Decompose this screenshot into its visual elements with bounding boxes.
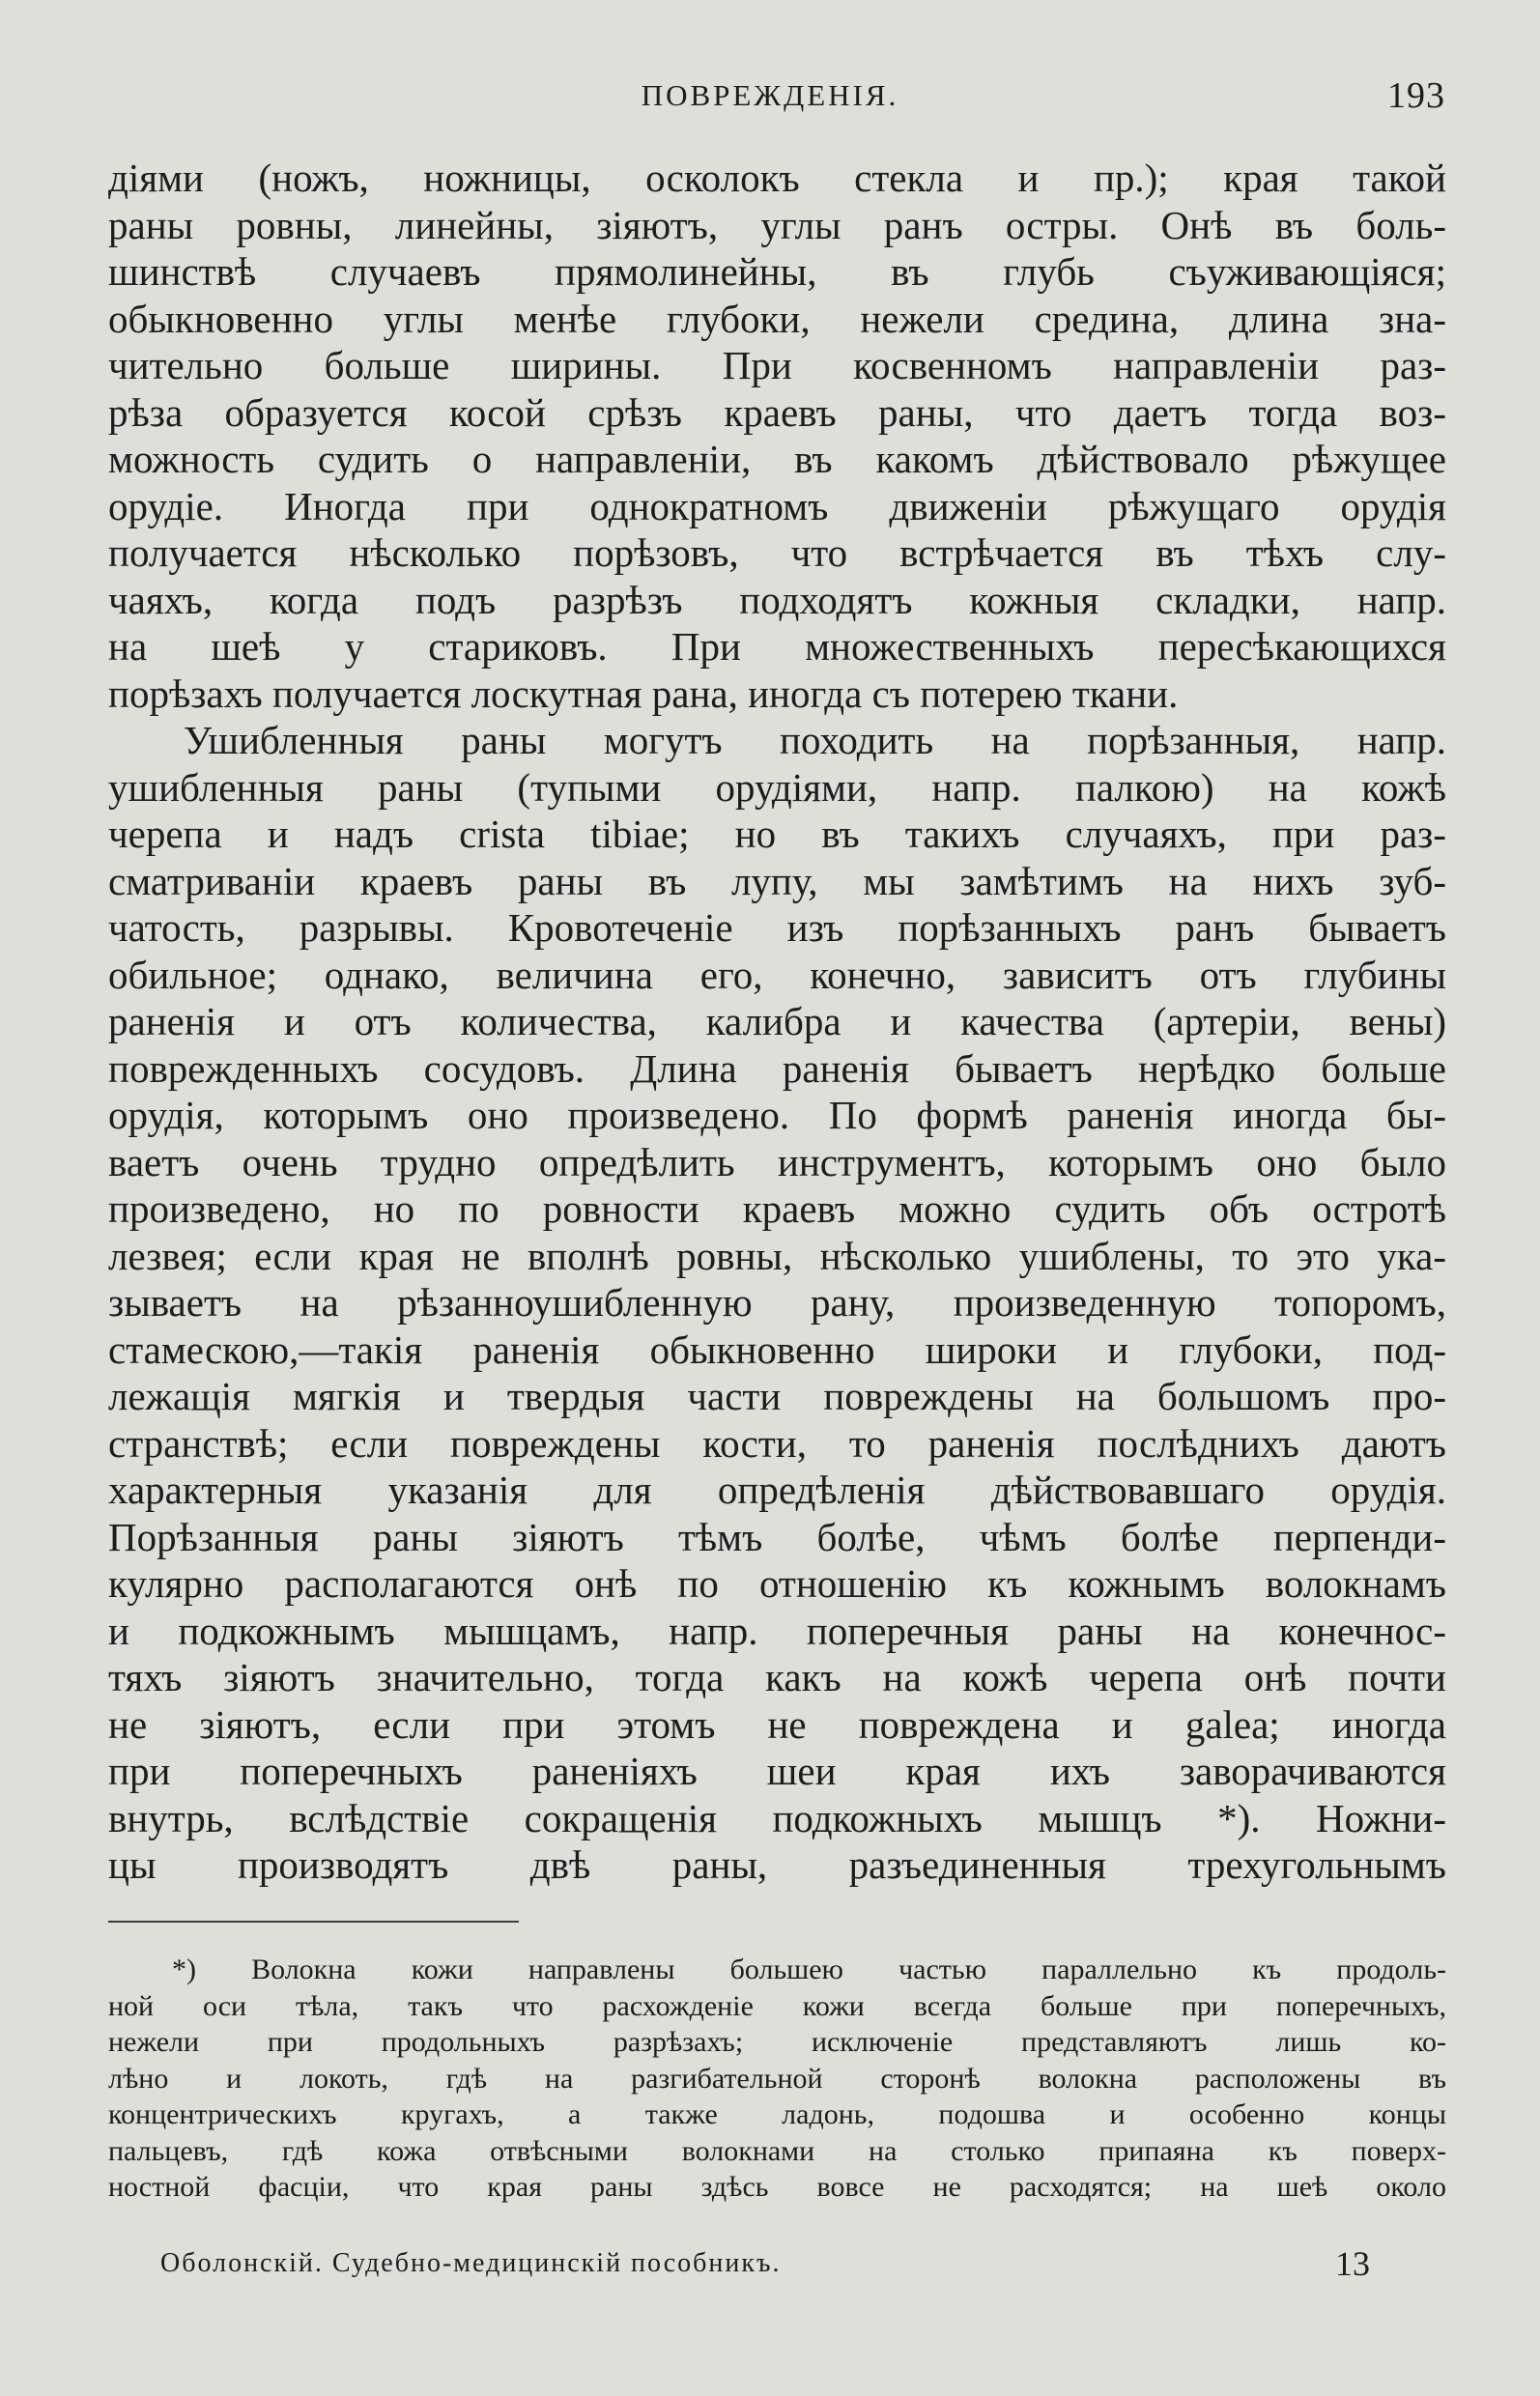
page-number: 193	[1387, 75, 1445, 116]
text-line: стамескою,—такія раненія обыкновенно широки и глубоки, под-	[108, 1326, 1446, 1372]
signature-number: 13	[1335, 2244, 1370, 2283]
signature-text: Оболонскій. Судебно-медицинскій пособникъ.	[160, 2248, 782, 2278]
text-line: характерныя указанія для опредѣленія дѣйствовавшаго орудія.	[108, 1468, 1446, 1512]
text-line: цы производятъ двѣ раны, разъединенныя трехугольнымъ	[108, 1842, 1446, 1887]
text-line: порѣзахъ получается лоскутная рана, иногда съ потерею ткани.	[108, 670, 1179, 716]
footnote-line: концентрическихъ кругахъ, а также ладонь, подошва и особенно концы	[108, 2098, 1446, 2130]
text-line: на шеѣ у стариковъ. При множественныхъ пересѣкающихся	[108, 624, 1446, 669]
text-line: обыкновенно углы менѣе глубоки, нежели средина, длина зна-	[108, 296, 1446, 341]
text-line: шинствѣ случаевъ прямолинейны, въ глубь съуживающіяся;	[108, 249, 1446, 294]
text-line: обильное; однако, величина его, конечно, зависитъ отъ глубины	[108, 952, 1446, 997]
text-line: орудіе. Иногда при однократномъ движеніи рѣжущаго орудія	[108, 483, 1446, 528]
signature-line	[0, 2239, 1540, 2288]
text-line: при поперечныхъ раненіяхъ шеи края ихъ заворачиваются	[108, 1749, 1446, 1793]
footnote-line: пальцевъ, гдѣ кожа отвѣсными волокнами на столько припаяна къ поверх-	[108, 2134, 1446, 2167]
text-line: можность судить о направленіи, въ какомъ дѣйствовало рѣжущее	[108, 437, 1446, 481]
text-line: чительно больше ширины. При косвенномъ направленіи раз-	[108, 343, 1446, 387]
text-line: черепа и надъ crista tibiae; но въ такихъ случаяхъ, при раз-	[108, 812, 1446, 856]
running-head	[0, 71, 1540, 120]
footnote-line: ной оси тѣла, такъ что расхожденіе кожи всегда больше при поперечныхъ,	[108, 1989, 1446, 2022]
text-line: странствѣ; если повреждены кости, то раненія послѣднихъ даютъ	[108, 1420, 1446, 1466]
footnote-line: нежели при продольныхъ разрѣзахъ; исключеніе представляютъ лишь ко-	[108, 2026, 1446, 2058]
text-line: сматриваніи краевъ раны въ лупу, мы замѣтимъ на нихъ зуб-	[108, 858, 1446, 903]
text-line: чатость, разрывы. Кровотеченіе изъ порѣзанныхъ ранъ бываетъ	[108, 905, 1446, 950]
text-line: чаяхъ, когда подъ разрѣзъ подходятъ кожныя складки, напр.	[108, 577, 1446, 622]
footnote-line: лѣно и локоть, гдѣ на разгибательной сторонѣ волокна расположены въ	[108, 2062, 1446, 2095]
footnote-line: *) Волокна кожи направлены большею частью параллельно къ продоль-	[172, 1954, 1446, 1985]
text-line: и подкожнымъ мышцамъ, напр. поперечныя раны на конечнос-	[108, 1608, 1446, 1653]
footnote-divider	[108, 1921, 519, 1923]
text-line: лезвея; если края не вполнѣ ровны, нѣсколько ушиблены, то это ука-	[108, 1233, 1446, 1278]
text-line: діями (ножъ, ножницы, осколокъ стекла и пр.); края такой	[108, 156, 1446, 200]
text-line: Порѣзанныя раны зіяютъ тѣмъ болѣе, чѣмъ болѣе перпенди-	[108, 1514, 1446, 1559]
body-text	[108, 155, 1446, 1889]
running-title: ПОВРЕЖДЕНІЯ.	[641, 78, 899, 112]
footnote	[108, 1952, 1446, 2206]
text-line: лежащія мягкія и твердыя части повреждены на большомъ про-	[108, 1374, 1446, 1418]
text-line: тяхъ зіяютъ значительно, тогда какъ на кожѣ черепа онѣ почти	[108, 1655, 1446, 1699]
text-line: кулярно располагаются онѣ по отношенію къ кожнымъ волокнамъ	[108, 1561, 1446, 1606]
text-line: орудія, которымъ оно произведено. По формѣ раненія иногда бы-	[108, 1093, 1446, 1137]
text-line: не зіяютъ, если при этомъ не повреждена и galea; иногда	[108, 1701, 1446, 1747]
text-line: поврежденныхъ сосудовъ. Длина раненія бываетъ нерѣдко больше	[108, 1045, 1446, 1091]
text-line: раненія и отъ количества, калибра и качества (артеріи, вены)	[108, 999, 1446, 1043]
footnote-line: ностной фасціи, что края раны здѣсь вовсе не расходятся; на шеѣ около	[108, 2171, 1446, 2203]
paragraph-start-line: Ушибленныя раны могутъ походить на порѣзанныя, напр.	[184, 718, 1446, 762]
text-line: произведено, но по ровности краевъ можно судить объ остротѣ	[108, 1186, 1446, 1231]
text-line: ваетъ очень трудно опредѣлить инструментъ, которымъ оно было	[108, 1139, 1446, 1184]
text-line: получается нѣсколько порѣзовъ, что встрѣчается въ тѣхъ слу-	[108, 530, 1446, 575]
text-line: рѣза образуется косой срѣзъ краевъ раны, что даетъ тогда воз-	[108, 389, 1446, 435]
text-line: ушибленныя раны (тупыми орудіями, напр. палкою) на кожѣ	[108, 764, 1446, 810]
text-line: зываетъ на рѣзанноушибленную рану, произведенную топоромъ,	[108, 1280, 1446, 1325]
text-line: внутрь, вслѣдствіе сокращенія подкожныхъ мышцъ *). Ножни-	[108, 1795, 1446, 1840]
text-line: раны ровны, линейны, зіяютъ, углы ранъ остры. Онѣ въ боль-	[108, 202, 1446, 247]
